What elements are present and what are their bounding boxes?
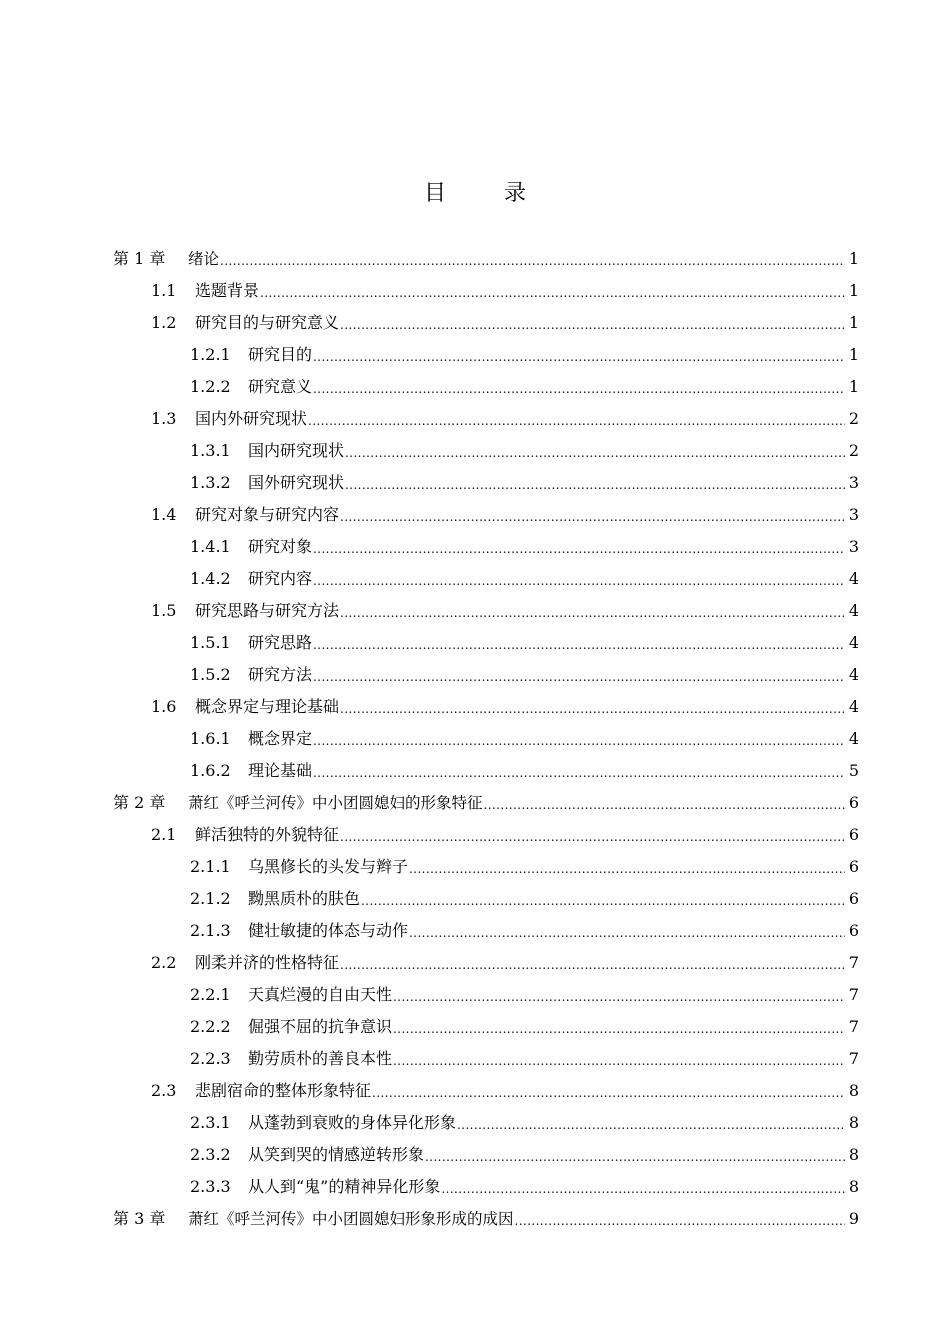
toc-entry-title[interactable]: 研究对象与研究内容 [195, 505, 340, 524]
toc-entry-number: 2.2.3 [190, 1049, 231, 1068]
page-title: 目 录 [423, 181, 544, 206]
toc-entry-title[interactable]: 研究目的与研究意义 [195, 313, 340, 332]
dot-leader [425, 1147, 845, 1167]
toc-entry-level2[interactable] [0, 403, 950, 435]
toc-entry-level2[interactable] [0, 819, 950, 851]
dot-leader [308, 411, 845, 431]
toc-entry-title[interactable]: 研究内容 [248, 569, 313, 588]
toc-entry-title[interactable]: 选题背景 [195, 281, 260, 300]
toc-entry-title[interactable]: 乌黑修长的头发与辫子 [248, 857, 409, 876]
toc-entry-title[interactable]: 鲜活独特的外貌特征 [195, 825, 340, 844]
toc-entry-title[interactable]: 黝黑质朴的肤色 [248, 889, 361, 908]
toc-entry-level2[interactable] [0, 499, 950, 531]
toc-entry-title[interactable]: 国外研究现状 [248, 473, 345, 492]
toc-entry-level2[interactable] [0, 595, 950, 627]
dot-leader [345, 443, 845, 463]
dot-leader [457, 1115, 845, 1135]
dot-leader [393, 1051, 845, 1071]
dot-leader [340, 315, 845, 335]
toc-entry-level2[interactable] [0, 947, 950, 979]
dot-leader [393, 987, 845, 1007]
toc-entry-page: 3 [848, 537, 859, 556]
toc-entry-level3[interactable] [0, 435, 950, 467]
toc-entry-level3[interactable] [0, 563, 950, 595]
dot-leader [441, 1179, 845, 1199]
dot-leader [340, 699, 845, 719]
dot-leader [515, 1211, 845, 1231]
dot-leader [409, 923, 845, 943]
dot-leader [484, 795, 845, 815]
toc-entry-page: 7 [848, 985, 859, 1004]
toc-entry-level2[interactable] [0, 1075, 950, 1107]
toc-entry-number: 第 2 章 [113, 793, 166, 812]
toc-entry-level3[interactable] [0, 1139, 950, 1171]
toc-entry-page: 9 [848, 1209, 859, 1228]
toc-entry-page: 6 [848, 921, 859, 940]
toc-entry-page: 6 [848, 825, 859, 844]
toc-entry-level3[interactable] [0, 627, 950, 659]
toc-entry-number: 1.5.2 [190, 665, 231, 684]
toc-entry-page: 4 [848, 601, 859, 620]
toc-entry-number: 2.3.2 [190, 1145, 231, 1164]
toc-entry-number: 1.1 [151, 281, 177, 300]
toc-entry-level3[interactable] [0, 467, 950, 499]
toc-entry-page: 5 [848, 761, 859, 780]
toc-entry-number: 1.6.2 [190, 761, 231, 780]
toc-entry-page: 1 [848, 281, 859, 300]
toc-entry-page: 8 [848, 1081, 859, 1100]
dot-leader [313, 571, 845, 591]
dot-leader [313, 379, 845, 399]
dot-leader [220, 251, 845, 271]
toc-entry-number: 1.3.2 [190, 473, 231, 492]
toc-entry-number: 1.2 [151, 313, 177, 332]
toc-entry-page: 8 [848, 1145, 859, 1164]
toc-entry-number: 1.4.1 [190, 537, 231, 556]
toc-entry-title[interactable]: 绪论 [188, 250, 220, 268]
toc-entry-number: 1.5 [151, 601, 177, 620]
toc-entry-level3[interactable] [0, 979, 950, 1011]
toc-entry-number: 1.5.1 [190, 633, 231, 652]
toc-entry-level3[interactable] [0, 659, 950, 691]
toc-entry-page: 1 [848, 313, 859, 332]
toc-entry-level3[interactable] [0, 851, 950, 883]
dot-leader [313, 667, 845, 687]
toc-entry-page: 7 [848, 1017, 859, 1036]
toc-entry-number: 2.2 [151, 953, 177, 972]
toc-entry-title[interactable]: 研究意义 [248, 377, 313, 396]
toc-entry-title[interactable]: 国内研究现状 [248, 441, 345, 460]
toc-entry-number: 1.2.1 [190, 345, 231, 364]
dot-leader [340, 827, 845, 847]
toc-entry-title[interactable]: 国内外研究现状 [195, 409, 308, 428]
dot-leader [345, 475, 845, 495]
dot-leader [313, 731, 845, 751]
toc-entry-number: 1.3 [151, 409, 177, 428]
toc-entry-number: 第 3 章 [113, 1209, 166, 1228]
toc-entry-title[interactable]: 萧红《呼兰河传》中小团圆媳妇形象形成的成因 [188, 1210, 514, 1228]
toc-entry-level3[interactable] [0, 1043, 950, 1075]
toc-entry-number: 1.4 [151, 505, 177, 524]
toc-entry-level3[interactable] [0, 339, 950, 371]
toc-entry-page: 1 [848, 377, 859, 396]
toc-entry-title[interactable]: 研究思路 [248, 633, 313, 652]
toc-entry-level3[interactable] [0, 1171, 950, 1203]
toc-entry-number: 2.1.1 [190, 857, 231, 876]
table-of-contents [0, 243, 950, 1235]
toc-entry-level3[interactable] [0, 371, 950, 403]
toc-entry-page: 8 [848, 1177, 859, 1196]
toc-entry-number: 1.3.1 [190, 441, 231, 460]
toc-entry-page: 3 [848, 473, 859, 492]
toc-entry-title[interactable]: 勤劳质朴的善良本性 [248, 1049, 393, 1068]
dot-leader [372, 1083, 845, 1103]
dot-leader [340, 603, 845, 623]
toc-entry-level3[interactable] [0, 723, 950, 755]
toc-entry-title[interactable]: 从人到“鬼”的精神异化形象 [248, 1177, 441, 1196]
toc-entry-title[interactable]: 悲剧宿命的整体形象特征 [195, 1081, 372, 1100]
toc-entry-page: 2 [848, 441, 859, 460]
toc-entry-page: 4 [848, 729, 859, 748]
toc-entry-number: 2.1.3 [190, 921, 231, 940]
toc-entry-level2[interactable] [0, 275, 950, 307]
toc-entry-level3[interactable] [0, 531, 950, 563]
toc-entry-number: 2.3.1 [190, 1113, 231, 1132]
toc-entry-title[interactable]: 萧红《呼兰河传》中小团圆媳妇的形象特征 [188, 794, 483, 812]
toc-entry-title[interactable]: 理论基础 [248, 761, 313, 780]
dot-leader [409, 859, 845, 879]
toc-entry-page: 2 [848, 409, 859, 428]
toc-entry-level1[interactable] [0, 787, 950, 819]
toc-entry-page: 7 [848, 1049, 859, 1068]
toc-entry-page: 4 [848, 697, 859, 716]
dot-leader [340, 507, 845, 527]
toc-entry-number: 2.1.2 [190, 889, 231, 908]
dot-leader [313, 347, 845, 367]
toc-entry-title[interactable]: 研究思路与研究方法 [195, 601, 340, 620]
dot-leader [260, 283, 845, 303]
toc-entry-title[interactable]: 研究目的 [248, 345, 313, 364]
toc-entry-page: 6 [848, 793, 859, 812]
dot-leader [393, 1019, 845, 1039]
toc-entry-level3[interactable] [0, 1011, 950, 1043]
toc-entry-title[interactable]: 研究对象 [248, 537, 313, 556]
dot-leader [313, 635, 845, 655]
toc-entry-title[interactable]: 天真烂漫的自由天性 [248, 985, 393, 1004]
toc-entry-level2[interactable] [0, 691, 950, 723]
toc-entry-title[interactable]: 倔强不屈的抗争意识 [248, 1017, 393, 1036]
dot-leader [361, 891, 845, 911]
toc-entry-level3[interactable] [0, 1107, 950, 1139]
dot-leader [313, 763, 845, 783]
toc-entry-level2[interactable] [0, 307, 950, 339]
toc-entry-number: 1.2.2 [190, 377, 231, 396]
toc-entry-page: 7 [848, 953, 859, 972]
dot-leader [313, 539, 845, 559]
toc-entry-page: 4 [848, 665, 859, 684]
toc-entry-page: 1 [848, 249, 859, 268]
toc-entry-page: 4 [848, 633, 859, 652]
toc-entry-title[interactable]: 从蓬勃到衰败的身体异化形象 [248, 1113, 457, 1132]
toc-entry-number: 2.2.2 [190, 1017, 231, 1036]
toc-entry-title[interactable]: 刚柔并济的性格特征 [195, 953, 340, 972]
toc-entry-page: 1 [848, 345, 859, 364]
toc-entry-title[interactable]: 研究方法 [248, 665, 313, 684]
toc-entry-level1[interactable] [0, 243, 950, 275]
toc-entry-number: 2.3.3 [190, 1177, 231, 1196]
toc-entry-number: 2.1 [151, 825, 177, 844]
toc-entry-number: 2.3 [151, 1081, 177, 1100]
toc-entry-page: 6 [848, 857, 859, 876]
toc-entry-number: 1.6.1 [190, 729, 231, 748]
dot-leader [340, 955, 845, 975]
toc-entry-number: 第 1 章 [113, 249, 166, 268]
toc-entry-number: 1.6 [151, 697, 177, 716]
toc-entry-title[interactable]: 健壮敏捷的体态与动作 [248, 921, 409, 940]
toc-entry-page: 8 [848, 1113, 859, 1132]
toc-entry-title[interactable]: 从笑到哭的情感逆转形象 [248, 1145, 425, 1164]
toc-entry-page: 3 [848, 505, 859, 524]
toc-entry-page: 6 [848, 889, 859, 908]
toc-entry-level3[interactable] [0, 755, 950, 787]
toc-entry-number: 1.4.2 [190, 569, 231, 588]
toc-entry-level3[interactable] [0, 915, 950, 947]
toc-entry-page: 4 [848, 569, 859, 588]
toc-entry-title[interactable]: 概念界定 [248, 729, 313, 748]
toc-entry-title[interactable]: 概念界定与理论基础 [195, 697, 340, 716]
toc-entry-level1[interactable] [0, 1203, 950, 1235]
toc-entry-level3[interactable] [0, 883, 950, 915]
toc-entry-number: 2.2.1 [190, 985, 231, 1004]
